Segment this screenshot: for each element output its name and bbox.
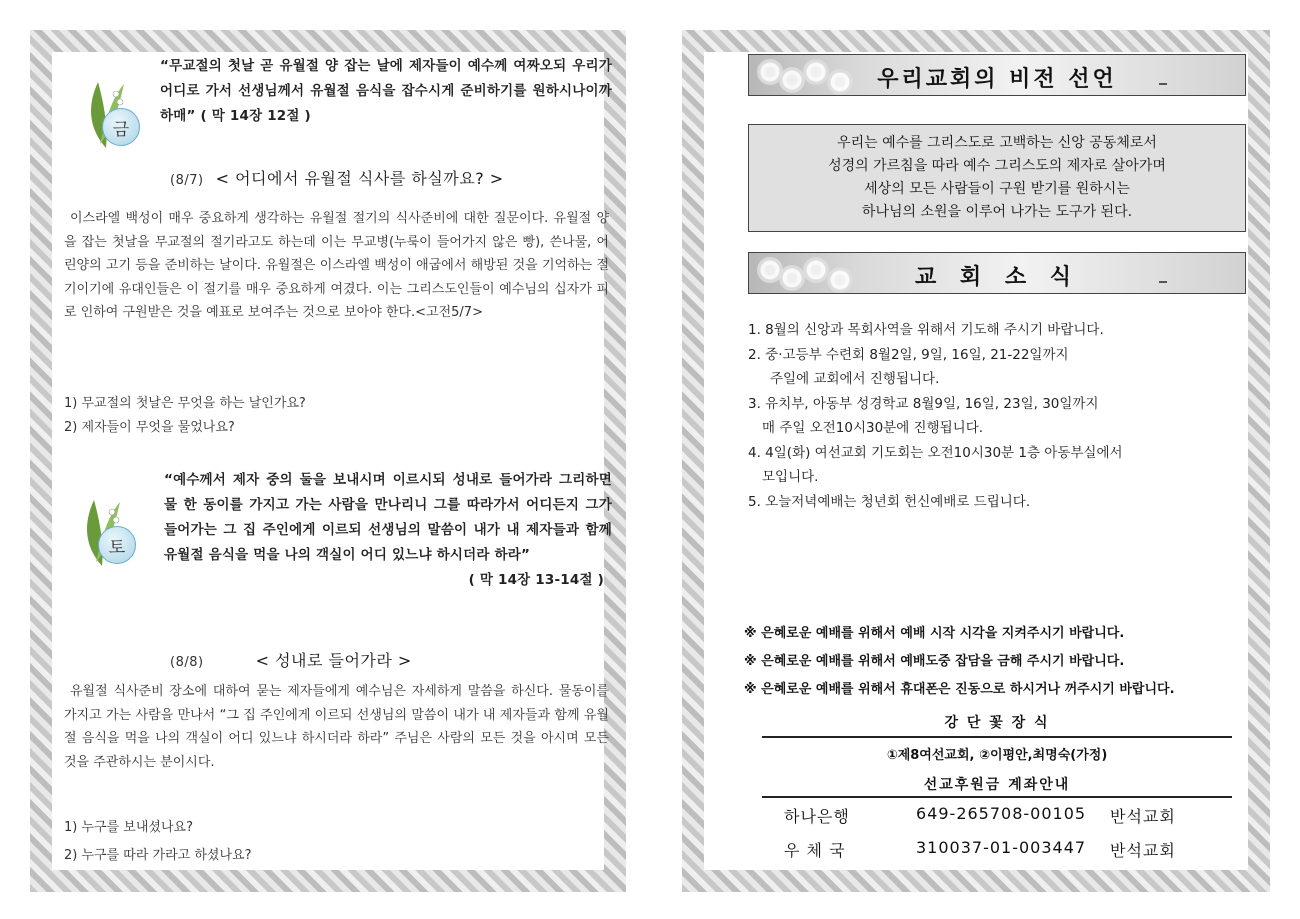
news-item: 5. 오늘저녁예배는 청년회 헌신예배로 드립니다.	[748, 493, 1031, 510]
account-number: 310037-01-003447	[916, 838, 1087, 857]
news-item: 3. 유치부, 아동부 성경학교 8월9일, 16일, 23일, 30일까지 매 주일 오전10시30분에 진행됩니다.	[748, 395, 1099, 436]
question-item: 2) 제자들이 무엇을 물었나요?	[64, 420, 235, 435]
question-item: 1) 무교절의 첫날은 무엇을 하는 날인가요?	[64, 396, 306, 411]
day-badge: 토	[98, 526, 136, 564]
church-news-list	[748, 318, 1238, 514]
notice-item: ※ 은혜로운 예배를 위해서 예배도중 잡담을 금해 주시기 바랍니다.	[744, 654, 1125, 669]
account-owner: 반석교회	[1110, 807, 1176, 826]
news-item: 2. 중·고등부 수련회 8월2일, 9일, 16일, 21-22일까지 주일에 교회에서 진행됩니다.	[748, 346, 1069, 387]
account-number: 649-265708-00105	[916, 804, 1087, 823]
bank-name: 우 체 국	[784, 841, 846, 860]
altar-flower-title: 강 단 꽃 장 식	[944, 715, 1050, 731]
vision-line: 성경의 가르침을 따라 예수 그리스도의 제자로 살아가며	[828, 158, 1166, 174]
scripture-text: “무교절의 첫날 곧 유월절 양 잡는 날에 제자들이 예수께 여짜오되 우리가 어디로 가서 선생님께서 유월절 음식을 잡수시게 준비하기를 원하시나이까 하매”	[160, 58, 612, 124]
notice-item: ※ 은혜로운 예배를 위해서 휴대폰은 진동으로 하시거나 꺼주시기 바랍니다.	[744, 682, 1175, 697]
devotion-body-2: 유월절 식사준비 장소에 대하여 묻는 제자들에게 예수님은 자세하게 말씀을 하신다. 물동이를 가지고 가는 사람을 만나서 “그 집 주인에게 이르되 선생님의 말씀이 내가 내 제자들과 함께 유월절 음식을 먹을 나의 객실이 어디 있느냐 하시더라 하라” 주님은 사람의 모든 것을 아시며 모든 것을 주관하시는 분이시다.	[64, 684, 609, 770]
devotion-heading: < 성내로 들어가라 >	[255, 651, 412, 670]
notice-item: ※ 은혜로운 예배를 위해서 예배 시작 시각을 지켜주시기 바랍니다.	[744, 626, 1125, 641]
vision-banner	[748, 54, 1246, 96]
vision-line: 우리는 예수를 그리스도로 고백하는 신앙 공동체로서	[837, 135, 1157, 151]
divider-line	[762, 796, 1232, 798]
banner-dash	[1159, 83, 1167, 85]
divider-line	[762, 736, 1232, 738]
altar-flower-donors: ①제8여선교회, ②이평안,최명숙(가정)	[886, 748, 1108, 763]
vision-title: 우리교회의 비전 선언	[877, 67, 1117, 92]
devotion-body-1: 이스라엘 백성이 매우 중요하게 생각하는 유월절 절기의 식사준비에 대한 질문이다. 유월절 양을 잡는 첫날을 무교절의 절기라고도 하는데 이는 무교병(누룩이 들어가지 않은 빵), 쓴나물, 어린양의 고기 등을 준비하는 날이다. 유월절은 이스라엘 백성이 애굽에서 해방된 것을 기억하는 절기이기에 유대인들은 이 절기를 매우 중요하게 여겼다. 이는 그리스도인들이 예수님의 십자가 피로 인하여 구원받은 것을 예표로 보여주는 것으로 보아야 한다.<고전5/7>	[64, 211, 609, 320]
vision-line: 하나님의 소원을 이루어 나가는 도구가 된다.	[861, 204, 1133, 220]
scripture-quote-2	[164, 468, 612, 593]
bank-name: 하나은행	[784, 807, 850, 826]
scripture-text: “예수께서 제자 중의 둘을 보내시며 이르시되 성내로 들어가라 그리하면 물 한 동이를 가지고 가는 사람을 만나리니 그를 따라가서 어디든지 그가 들어가는 그 집 주인에게 이르되 선생님의 말씀이 내가 내 제자들과 함께 유월절 음식을 먹을 나의 객실이 어디 있느냐 하시더라 하라”	[164, 472, 612, 563]
devotion-date: (8/8)	[170, 655, 204, 670]
question-item: 2) 누구를 따라 가라고 하셨나요?	[64, 848, 252, 863]
question-item: 1) 누구를 보내셨나요?	[64, 820, 193, 835]
devotion-date: (8/7)	[170, 173, 204, 188]
banner-dash	[1159, 281, 1167, 283]
day-badge: 금	[102, 108, 140, 146]
lily-flower-icon-sat	[68, 492, 138, 572]
devotion-heading: < 어디에서 유월절 식사를 하실까요? >	[215, 169, 504, 188]
scripture-quote-1	[160, 54, 612, 129]
vision-line: 세상의 모든 사람들이 구원 받기를 원하시는	[864, 181, 1130, 197]
left-page	[30, 30, 626, 892]
lily-flower-icon-fri	[72, 74, 142, 154]
news-banner	[748, 252, 1246, 294]
devotion-title-2	[170, 648, 412, 671]
question-list-1	[64, 392, 604, 440]
scripture-reference: ( 막 14장 12절 )	[200, 108, 311, 124]
news-item: 1. 8월의 신앙과 목회사역을 위해서 기도해 주시기 바랍니다.	[748, 322, 1104, 338]
right-page	[682, 30, 1270, 892]
scripture-reference: ( 막 14장 13-14절 )	[468, 572, 604, 588]
mission-account-title: 선교후원금 계좌안내	[923, 777, 1071, 793]
news-item: 4. 4일(화) 여선교회 기도회는 오전10시30분 1층 아동부실에서 모입니다.	[748, 444, 1123, 485]
account-owner: 반석교회	[1110, 841, 1176, 860]
news-title: 교 회 소 식	[915, 265, 1079, 290]
devotion-title-1	[170, 166, 504, 189]
vision-statement-box	[748, 124, 1246, 232]
worship-notices	[744, 620, 1244, 704]
question-list-2	[64, 816, 604, 868]
